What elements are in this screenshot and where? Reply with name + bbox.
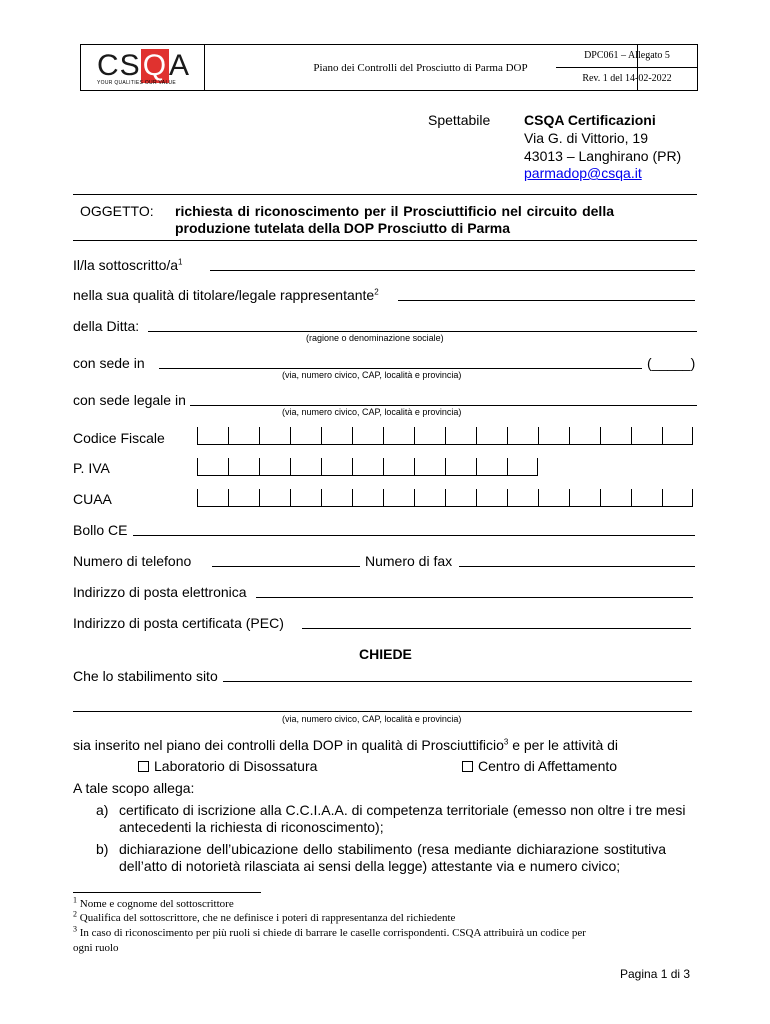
- footnote-2: $^2$ Qualifica del sottoscrittore, che ne definisce i poteri di rappresentanza del richiedente: [73, 909, 456, 924]
- item-b-label: b): [96, 841, 109, 857]
- logo-cell: [81, 45, 205, 90]
- document-revision: Rev. 1 del 14-02-2022: [582, 73, 672, 84]
- email-input-line[interactable]: [256, 597, 693, 598]
- recipient-address2: 43013 – Langhirano (PR): [524, 148, 682, 164]
- footnote-1: $^1$ Nome e cognome del sottoscrittore: [73, 895, 234, 910]
- sottoscritto-label: Il/la sottoscritto/$a^1$: [73, 257, 183, 273]
- sede-legale-input-line[interactable]: [190, 405, 697, 406]
- pec-input-line[interactable]: [302, 628, 691, 629]
- stabilimento-label: Che lo stabilimento sito: [73, 668, 218, 684]
- salutation: Spettabile: [428, 112, 491, 128]
- sede-legale-hint: (via, numero civico, CAP, località e provincia): [282, 407, 462, 417]
- item-a-label: a): [96, 802, 109, 818]
- subject-bottom-rule: [73, 240, 697, 241]
- csqa-logo: CSQA: [97, 49, 191, 82]
- stabilimento-hint: (via, numero civico, CAP, località e provincia): [282, 714, 462, 724]
- document-title: Piano dei Controlli del Prosciutto di Parma DOP: [204, 45, 638, 90]
- telefono-input-line[interactable]: [212, 566, 360, 567]
- telefono-label: Numero di telefono: [73, 553, 192, 569]
- option-centro[interactable]: Centro di Affettamento: [462, 758, 617, 774]
- stabilimento-input-line[interactable]: [223, 681, 692, 682]
- item-b-line2: dell’atto di notorietà rilasciata ai sensi della legge) attestante via e numero civico;: [119, 858, 621, 874]
- cuaa-label: CUAA: [73, 491, 112, 507]
- email-label: Indirizzo di posta elettronica: [73, 584, 247, 600]
- recipient-email-link[interactable]: parmadop@csqa.it: [524, 165, 642, 181]
- codice-fiscale-boxes[interactable]: [197, 427, 693, 445]
- recipient-address1: Via G. di Vittorio, 19: [524, 130, 648, 146]
- ditta-label: della Ditta:: [73, 318, 140, 334]
- document-code-cell: [556, 44, 698, 91]
- ditta-hint: (ragione o denominazione sociale): [306, 333, 444, 343]
- sede-legale-label: con sede legale in: [73, 392, 186, 408]
- document-code: DPC061 – Allegato 5: [556, 44, 698, 68]
- subject-label: OGGETTO:: [80, 203, 154, 219]
- pec-label: Indirizzo di posta certificata (PEC): [73, 615, 284, 631]
- bollo-input-line[interactable]: [133, 535, 695, 536]
- logo-tagline: YOUR QUALITIES OUR VALUE: [97, 80, 177, 86]
- piva-label: P. IVA: [73, 460, 110, 476]
- page-number: Pagina 1 di 3: [620, 967, 691, 981]
- inserito-text: sia inserito nel piano dei controlli della DOP in qualità di Prosciuttificio$^3$ e per le attività di: [73, 737, 619, 753]
- sede-input-line[interactable]: [159, 368, 642, 369]
- fax-label: Numero di fax: [365, 553, 453, 569]
- item-a-line1: certificato di iscrizione alla C.C.I.A.A. di competenza territoriale (emesso non oltre i tre mesi: [119, 802, 686, 818]
- qualita-input-line[interactable]: [398, 300, 695, 301]
- codice-fiscale-label: Codice Fiscale: [73, 430, 165, 446]
- stabilimento-input-line-2[interactable]: [73, 711, 692, 712]
- bollo-label: Bollo CE: [73, 522, 128, 538]
- footnote-rule: [73, 892, 261, 893]
- footnote-3: $^3$ In caso di riconoscimento per più ruoli si chiede di barrare le caselle corrispondenti. CSQA attribuirà un codice per: [73, 924, 586, 939]
- sede-hint: (via, numero civico, CAP, località e provincia): [282, 370, 462, 380]
- cuaa-boxes[interactable]: [197, 489, 693, 507]
- chiede-heading: CHIEDE: [359, 646, 412, 662]
- sede-provincia[interactable]: (_____): [647, 355, 696, 371]
- checkbox-icon[interactable]: [138, 761, 149, 772]
- checkbox-icon[interactable]: [462, 761, 473, 772]
- fax-input-line[interactable]: [459, 566, 695, 567]
- item-a-line2: antecedenti la richiesta di riconoscimento);: [119, 819, 384, 835]
- subject-line1: richiesta di riconoscimento per il Prosciuttificio nel circuito della: [175, 203, 614, 219]
- sede-label: con sede in: [73, 355, 145, 371]
- sottoscritto-input-line[interactable]: [210, 270, 695, 271]
- option-laboratorio[interactable]: Laboratorio di Disossatura: [138, 758, 317, 774]
- piva-boxes[interactable]: [197, 458, 538, 476]
- item-b-line1: dichiarazione dell’ubicazione dello stabilimento (resa mediante dichiarazione sostitutiva: [119, 841, 667, 857]
- recipient-name: CSQA Certificazioni: [524, 112, 656, 128]
- footnote-3-continued: ogni ruolo: [73, 942, 119, 954]
- subject-top-rule: [73, 194, 697, 195]
- ditta-input-line[interactable]: [148, 331, 697, 332]
- allega-label: A tale scopo allega:: [73, 780, 195, 796]
- qualita-label: nella sua qualità di titolare/legale rappresentante$^2$: [73, 287, 379, 303]
- subject-line2: produzione tutelata della DOP Prosciutto di Parma: [175, 220, 511, 236]
